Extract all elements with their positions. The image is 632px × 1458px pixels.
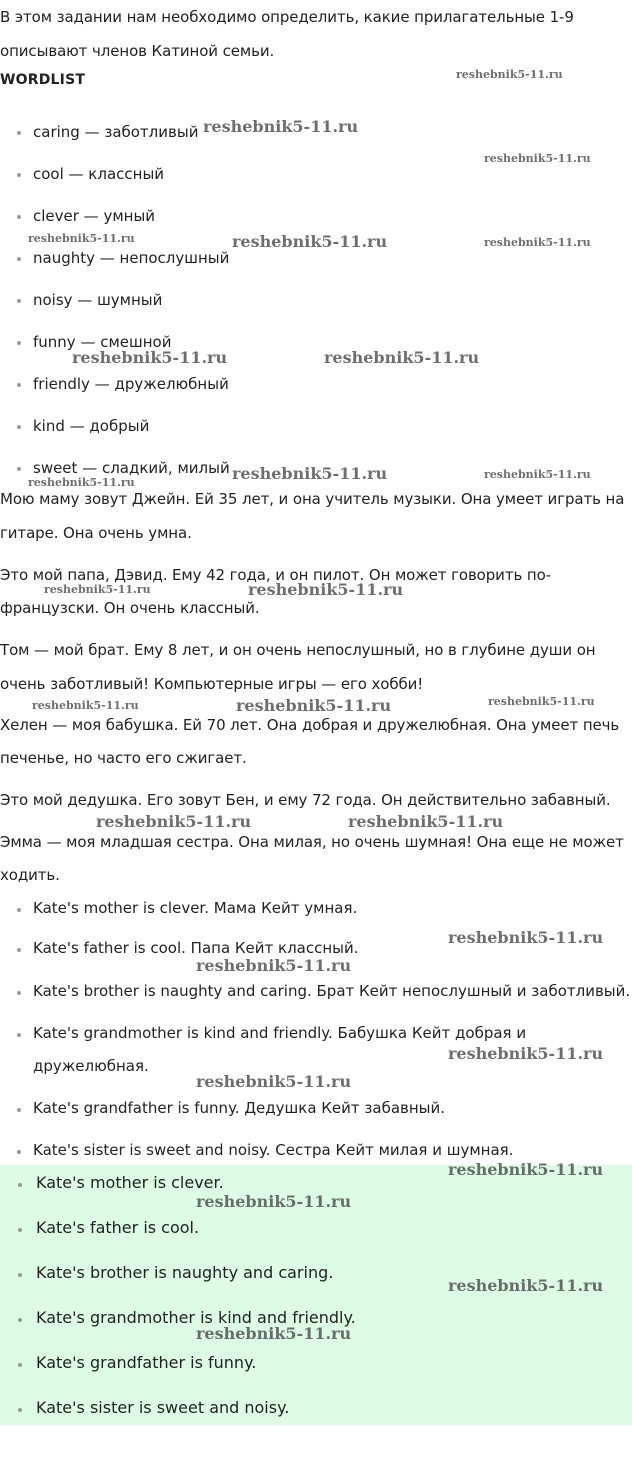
watermark: reshebnik5-11.ru (488, 695, 595, 708)
watermark: reshebnik5-11.ru (456, 68, 563, 81)
bullet (17, 131, 21, 135)
watermark: reshebnik5-11.ru (448, 1160, 604, 1179)
answer-item: Kate's grandfather is funny. (36, 1353, 257, 1372)
watermark: reshebnik5-11.ru (448, 928, 604, 947)
watermark: reshebnik5-11.ru (196, 1324, 352, 1343)
wordlist-item: friendly — дружелюбный (33, 375, 229, 393)
translation-line: печенье, но часто его сжигает. (0, 749, 247, 767)
bullet (17, 215, 21, 219)
bullet (17, 257, 21, 261)
watermark: reshebnik5-11.ru (28, 232, 135, 245)
translation-line: Мою маму зовут Джейн. Ей 35 лет, и она учитель музыки. Она умеет играть на (0, 490, 625, 508)
bullet (17, 467, 21, 471)
answer-item: Kate's mother is clever. (36, 1173, 224, 1192)
wordlist-item: sweet — сладкий, милый (33, 459, 230, 477)
watermark: reshebnik5-11.ru (196, 1072, 352, 1091)
wordlist-heading: WORDLIST (0, 72, 86, 88)
watermark: reshebnik5-11.ru (324, 348, 480, 367)
watermark: reshebnik5-11.ru (44, 583, 151, 596)
bullet (18, 1183, 22, 1187)
bullet (17, 425, 21, 429)
watermark: reshebnik5-11.ru (484, 468, 591, 481)
bullet (17, 991, 21, 995)
wordlist-item: naughty — непослушный (33, 249, 230, 267)
bullet (17, 1108, 21, 1112)
bullet (17, 948, 21, 952)
translation-line: Это мой папа, Дэвид. Ему 42 года, и он пилот. Он может говорить по- (0, 566, 551, 584)
bullet (17, 173, 21, 177)
watermark: reshebnik5-11.ru (448, 1276, 604, 1295)
bullet (18, 1408, 22, 1412)
bullet (17, 908, 21, 912)
watermark: reshebnik5-11.ru (72, 348, 228, 367)
explained-item: Kate's sister is sweet and noisy. Сестра Кейт милая и шумная. (33, 1141, 514, 1159)
answer-item: Kate's grandmother is kind and friendly. (36, 1308, 356, 1327)
intro-line-2: описывают членов Катиной семьи. (0, 42, 275, 60)
watermark: reshebnik5-11.ru (236, 696, 392, 715)
watermark: reshebnik5-11.ru (484, 152, 591, 165)
wordlist-item: funny — смешной (33, 333, 172, 351)
watermark: reshebnik5-11.ru (96, 812, 252, 831)
bullet (18, 1318, 22, 1322)
translation-line: гитаре. Она очень умна. (0, 524, 192, 542)
answer-item: Kate's sister is sweet and noisy. (36, 1398, 290, 1417)
watermark: reshebnik5-11.ru (232, 464, 388, 483)
bullet (17, 1150, 21, 1154)
bullet (17, 383, 21, 387)
translation-line: Эмма — моя младшая сестра. Она милая, но очень шумная! Она еще не может (0, 833, 624, 851)
wordlist-item: caring — заботливый (33, 123, 199, 141)
translation-line: Это мой дедушка. Его зовут Бен, и ему 72 года. Он действительно забавный. (0, 791, 611, 809)
intro-line-1: В этом задании нам необходимо определить, какие прилагательные 1-9 (0, 8, 574, 26)
wordlist-item: noisy — шумный (33, 291, 163, 309)
watermark: reshebnik5-11.ru (203, 117, 359, 136)
explained-item: Kate's father is cool. Папа Кейт классный. (33, 939, 359, 957)
answer-item: Kate's brother is naughty and caring. (36, 1263, 334, 1282)
translation-line: очень заботливый! Компьютерные игры — его хобби! (0, 675, 424, 693)
watermark: reshebnik5-11.ru (28, 476, 135, 489)
translation-line: Хелен — моя бабушка. Ей 70 лет. Она добрая и дружелюбная. Она умеет печь (0, 716, 620, 734)
wordlist-item: cool — классный (33, 165, 165, 183)
bullet (17, 1033, 21, 1037)
translation-line: французски. Он очень классный. (0, 599, 260, 617)
watermark: reshebnik5-11.ru (196, 956, 352, 975)
explained-item: Kate's mother is clever. Мама Кейт умная. (33, 899, 358, 917)
watermark: reshebnik5-11.ru (248, 580, 404, 599)
bullet (17, 299, 21, 303)
bullet (18, 1273, 22, 1277)
translation-line: ходить. (0, 866, 60, 884)
bullet (17, 341, 21, 345)
bullet (18, 1363, 22, 1367)
translation-line: Том — мой брат. Ему 8 лет, и он очень непослушный, но в глубине души он (0, 641, 596, 659)
watermark: reshebnik5-11.ru (348, 812, 504, 831)
watermark: reshebnik5-11.ru (196, 1192, 352, 1211)
watermark: reshebnik5-11.ru (448, 1044, 604, 1063)
watermark: reshebnik5-11.ru (232, 232, 388, 251)
bullet (18, 1228, 22, 1232)
explained-item: Kate's brother is naughty and caring. Брат Кейт непослушный и заботливый. (33, 982, 631, 1000)
watermark: reshebnik5-11.ru (32, 699, 139, 712)
explained-item: Kate's grandmother is kind and friendly. Бабушка Кейт добрая и (33, 1024, 527, 1042)
answer-item: Kate's father is cool. (36, 1218, 200, 1237)
wordlist-item: clever — умный (33, 207, 156, 225)
explained-item: Kate's grandfather is funny. Дедушка Кейт забавный. (33, 1099, 446, 1117)
explained-item-continued: дружелюбная. (33, 1057, 149, 1075)
watermark: reshebnik5-11.ru (484, 236, 591, 249)
wordlist-item: kind — добрый (33, 417, 150, 435)
